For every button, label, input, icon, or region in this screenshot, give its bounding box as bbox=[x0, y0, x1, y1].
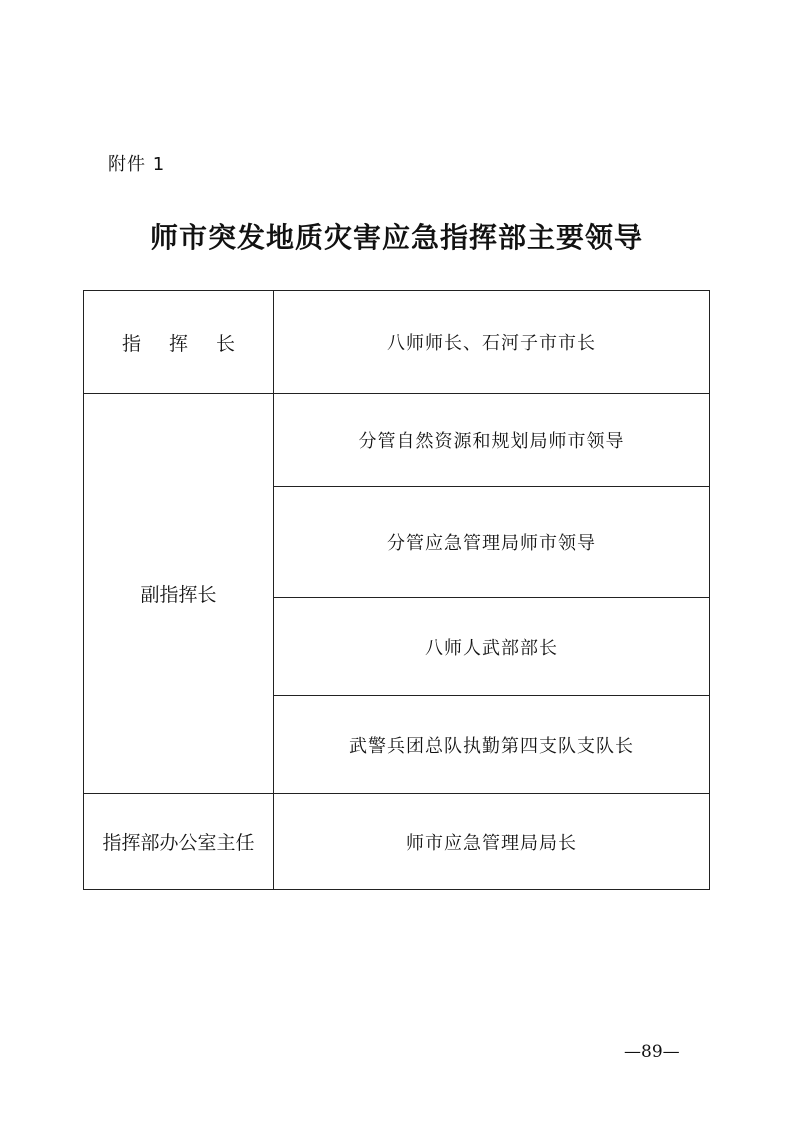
person-label-deputy-3: 八师人武部部长 bbox=[425, 637, 558, 659]
role-cell-deputy bbox=[84, 394, 274, 794]
role-label-office: 指挥部办公室主任 bbox=[102, 832, 255, 854]
person-label-commander: 八师师长、石河子市市长 bbox=[387, 333, 596, 354]
person-label-deputy-1: 分管自然资源和规划局师市领导 bbox=[358, 431, 625, 452]
leadership-table bbox=[83, 290, 710, 890]
page-number: —89— bbox=[624, 1042, 680, 1062]
person-cell-deputy-2 bbox=[274, 487, 710, 598]
person-label-office: 师市应急管理局局长 bbox=[406, 832, 577, 854]
person-cell-deputy-3 bbox=[274, 598, 710, 696]
table-row-deputy-1 bbox=[84, 394, 710, 487]
person-cell-commander bbox=[274, 291, 710, 394]
attachment-label: 附件 1 bbox=[108, 154, 166, 175]
role-cell-commander bbox=[84, 291, 274, 394]
table-row-commander bbox=[84, 291, 710, 394]
person-label-deputy-2: 分管应急管理局师市领导 bbox=[387, 533, 596, 554]
role-label-commander: 指 挥 长 bbox=[121, 332, 247, 355]
role-cell-office bbox=[84, 794, 274, 890]
document-title: 师市突发地质灾害应急指挥部主要领导 bbox=[149, 221, 643, 254]
table-row-office bbox=[84, 794, 710, 890]
person-cell-deputy-1 bbox=[274, 394, 710, 487]
person-cell-office bbox=[274, 794, 710, 890]
role-label-deputy: 副指挥长 bbox=[140, 584, 217, 606]
person-cell-deputy-4 bbox=[274, 696, 710, 794]
person-label-deputy-4: 武警兵团总队执勤第四支队支队长 bbox=[349, 735, 634, 757]
